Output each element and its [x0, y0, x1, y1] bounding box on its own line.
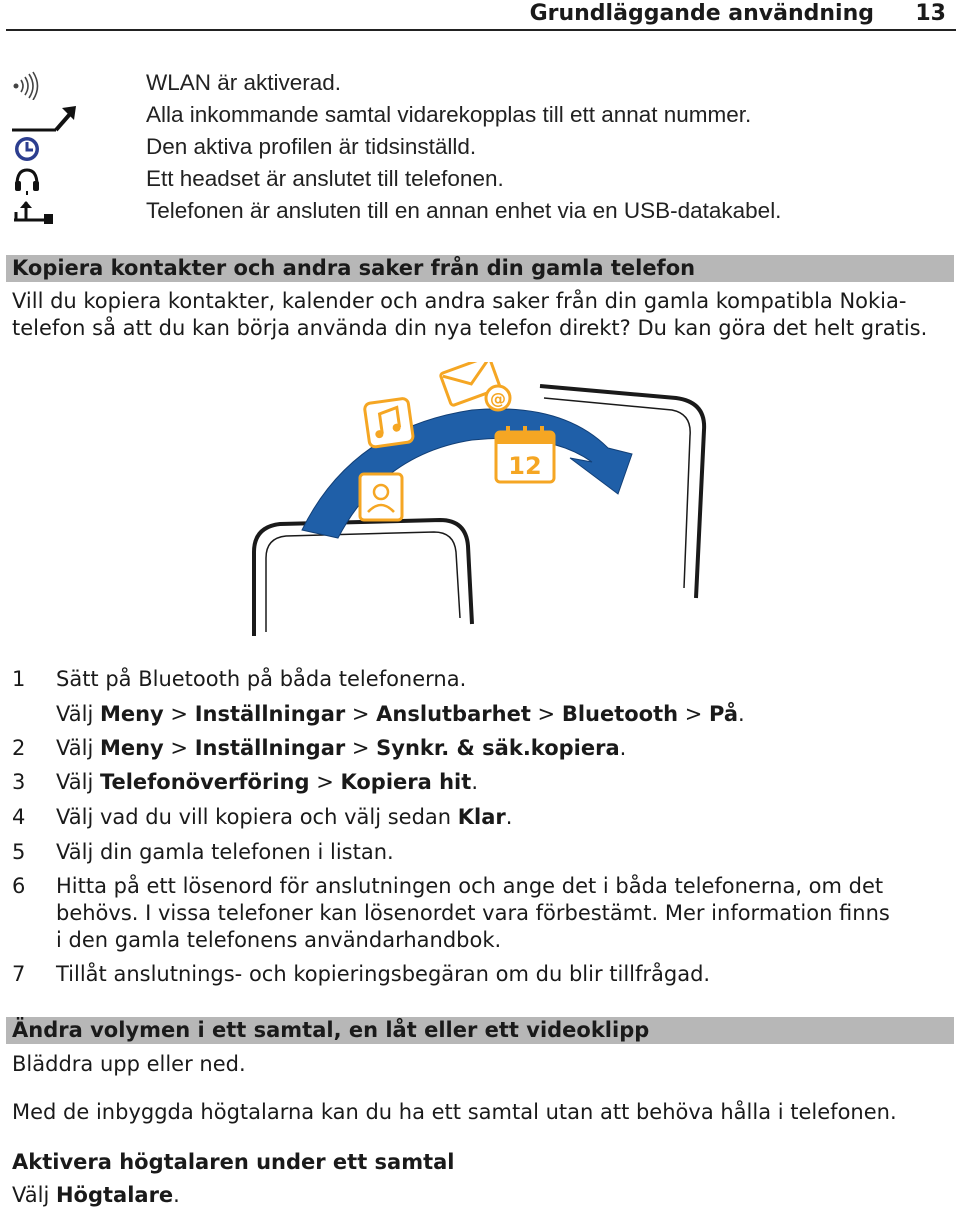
step-number: 2 — [12, 736, 26, 760]
menu-item: Synkr. & säk.kopiera — [376, 736, 620, 760]
paragraph: Med de inbyggda högtalarna kan du ha ett samtal utan att behöva hålla i telefonen. — [12, 1100, 897, 1124]
header-rule — [6, 29, 956, 31]
step-number: 7 — [12, 962, 26, 986]
menu-item: Inställningar — [194, 702, 346, 726]
new-phone-outline — [540, 386, 704, 598]
timed-profile-icon — [10, 134, 66, 164]
wlan-icon — [10, 70, 66, 100]
music-icon — [364, 398, 414, 448]
status-text: Den aktiva profilen är tidsinställd. — [146, 134, 477, 159]
menu-item: Telefonöverföring — [99, 770, 310, 794]
transfer-arrow — [302, 409, 632, 538]
page-number: 13 — [915, 1, 946, 26]
menu-item: Meny — [99, 736, 164, 760]
menu-item: På — [709, 702, 739, 726]
usb-icon — [10, 198, 66, 228]
intro-paragraph-line: Vill du kopiera kontakter, kalender och andra saker från din gamla kompatibla Nokia- — [12, 289, 907, 313]
step-text: Tillåt anslutnings- och kopieringsbegäran om du blir tillfrågad. — [56, 962, 711, 986]
step-text: Välj Meny > Inställningar > Anslutbarhet > Bluetooth > På. — [56, 702, 745, 726]
paragraph: Välj Högtalare. — [12, 1183, 180, 1207]
step-number: 6 — [12, 874, 26, 898]
section-heading: Kopiera kontakter och andra saker från din gamla telefon — [6, 255, 954, 282]
old-phone-outline — [254, 520, 472, 636]
menu-item: Klar — [457, 805, 506, 829]
step-text: Välj Telefonöverföring > Kopiera hit. — [56, 770, 478, 794]
status-text: Telefonen är ansluten till en annan enhet via en USB-datakabel. — [146, 198, 782, 223]
step-text: Välj din gamla telefonen i listan. — [56, 840, 394, 864]
paragraph: Bläddra upp eller ned. — [12, 1052, 246, 1076]
menu-item: Kopiera hit — [340, 770, 472, 794]
contact-icon — [360, 474, 402, 520]
menu-item: Högtalare — [55, 1183, 174, 1207]
status-icon-row — [0, 70, 960, 102]
status-icon-row — [0, 134, 960, 166]
menu-item: Anslutbarhet — [376, 702, 531, 726]
calendar-day: 12 — [508, 452, 542, 480]
menu-item: Bluetooth — [561, 702, 679, 726]
phone-transfer-illustration — [240, 362, 720, 646]
step-number: 4 — [12, 805, 26, 829]
section-heading: Ändra volymen i ett samtal, en låt eller ett videoklipp — [6, 1017, 954, 1044]
calendar-icon — [496, 426, 554, 482]
step-text: Hitta på ett lösenord för anslutningen och ange det i båda telefonerna, om det — [56, 874, 884, 898]
status-icon-row — [0, 198, 960, 230]
intro-paragraph-line: telefon så att du kan börja använda din nya telefon direkt? Du kan göra det helt gratis. — [12, 316, 928, 340]
status-icon-row — [0, 166, 960, 198]
step-text: Sätt på Bluetooth på båda telefonerna. — [56, 667, 467, 691]
step-number: 1 — [12, 667, 26, 691]
menu-item: Inställningar — [194, 736, 346, 760]
chapter-title: Grundläggande användning — [529, 1, 874, 26]
step-number: 5 — [12, 840, 26, 864]
step-text: Välj Meny > Inställningar > Synkr. & säk.kopiera. — [56, 736, 627, 760]
status-text: WLAN är aktiverad. — [146, 70, 342, 95]
at-sign-icon — [486, 386, 510, 410]
step-text: i den gamla telefonens användarhandbok. — [56, 928, 502, 952]
status-icon-row — [0, 102, 960, 134]
step-text: behövs. I vissa telefoner kan lösenordet vara förbestämt. Mer information finns — [56, 901, 890, 925]
call-divert-icon — [10, 102, 82, 132]
page-header — [0, 0, 960, 30]
menu-item: Meny — [99, 702, 164, 726]
status-text: Ett headset är anslutet till telefonen. — [146, 166, 504, 191]
headset-icon — [10, 166, 66, 196]
status-text: Alla inkommande samtal vidarekopplas till ett annat nummer. — [146, 102, 752, 127]
step-number: 3 — [12, 770, 26, 794]
subheading: Aktivera högtalaren under ett samtal — [12, 1150, 455, 1174]
step-text: Välj vad du vill kopiera och välj sedan Klar. — [56, 805, 513, 829]
svg-text:@: @ — [490, 389, 506, 408]
